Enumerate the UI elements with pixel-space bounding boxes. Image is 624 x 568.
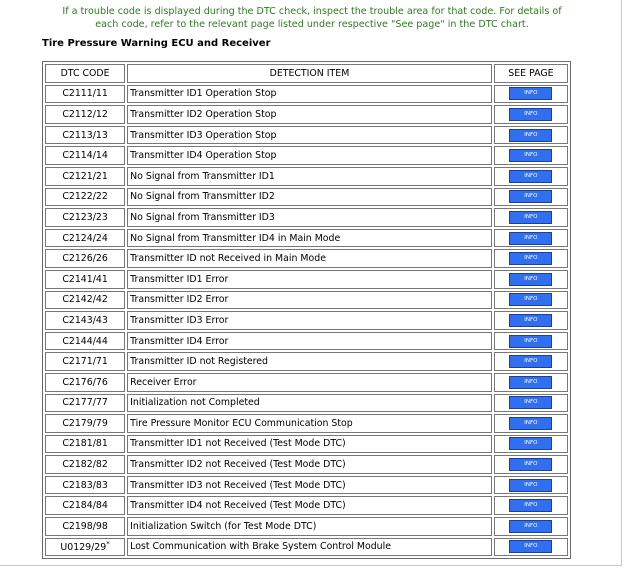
see-page-cell — [494, 496, 568, 515]
table-row — [45, 229, 568, 248]
detection-item-cell: Transmitter ID2 Operation Stop — [127, 105, 492, 124]
see-page-cell — [494, 126, 568, 145]
detection-item-cell: Transmitter ID1 Operation Stop — [127, 85, 492, 104]
table-row — [45, 496, 568, 515]
dtc-code: C2144/44 — [62, 335, 108, 347]
table-row — [45, 270, 568, 289]
header-dtc-code: DTC CODE — [45, 64, 125, 83]
info-button[interactable]: INFO — [509, 149, 552, 162]
dtc-code-cell — [45, 517, 125, 536]
see-page-cell — [494, 538, 568, 557]
see-page-cell — [494, 476, 568, 495]
info-button[interactable]: INFO — [509, 314, 552, 327]
table-row — [45, 208, 568, 227]
table-row — [45, 435, 568, 454]
see-page-cell — [494, 517, 568, 536]
info-button[interactable]: INFO — [509, 211, 552, 224]
see-page-cell — [494, 455, 568, 474]
intro-text: If a trouble code is displayed during the DTC check, inspect the trouble area for that code. For details of each code, refer to the relevant page listed under respective "See page" in the DTC chart. — [62, 6, 562, 30]
see-page-cell — [494, 188, 568, 207]
detection-item-cell: Initialization not Completed — [127, 394, 492, 413]
see-page-cell — [494, 167, 568, 186]
table-row — [45, 167, 568, 186]
info-button[interactable]: INFO — [509, 376, 552, 389]
see-page-cell — [494, 394, 568, 413]
info-button[interactable]: INFO — [509, 170, 552, 183]
detection-item-cell: Transmitter ID not Received in Main Mode — [127, 249, 492, 268]
dtc-code: C2142/42 — [62, 294, 108, 306]
dtc-code-cell — [45, 455, 125, 474]
detection-item-cell: No Signal from Transmitter ID2 — [127, 188, 492, 207]
see-page-cell — [494, 435, 568, 454]
dtc-code: C2171/71 — [62, 356, 108, 368]
detection-item-cell: No Signal from Transmitter ID1 — [127, 167, 492, 186]
see-page-cell — [494, 332, 568, 351]
dtc-code: C2184/84 — [62, 500, 108, 512]
dtc-code: C2121/21 — [62, 170, 108, 182]
info-button[interactable]: INFO — [509, 129, 552, 142]
dtc-table-body — [45, 85, 568, 557]
detection-item-cell: Transmitter ID4 Error — [127, 332, 492, 351]
detection-item-cell: Transmitter ID1 not Received (Test Mode DTC) — [127, 435, 492, 454]
info-button[interactable]: INFO — [509, 190, 552, 203]
detection-item-cell: Tire Pressure Monitor ECU Communication Stop — [127, 414, 492, 433]
see-page-cell — [494, 208, 568, 227]
dtc-code: C2183/83 — [62, 479, 108, 491]
info-button[interactable]: INFO — [509, 499, 552, 512]
info-button[interactable]: INFO — [509, 458, 552, 471]
dtc-code-cell — [45, 311, 125, 330]
dtc-code: U0129/29 — [60, 542, 107, 554]
table-row — [45, 538, 568, 557]
detection-item-cell: Lost Communication with Brake System Control Module — [127, 538, 492, 557]
detection-item-cell: No Signal from Transmitter ID4 in Main Mode — [127, 229, 492, 248]
dtc-code-footnote-mark: * — [106, 540, 110, 549]
info-button[interactable]: INFO — [509, 396, 552, 409]
table-row — [45, 126, 568, 145]
dtc-code-cell — [45, 126, 125, 145]
table-row — [45, 188, 568, 207]
detection-item-cell: Transmitter ID2 not Received (Test Mode DTC) — [127, 455, 492, 474]
info-button[interactable]: INFO — [509, 520, 552, 533]
dtc-code: C2122/22 — [62, 191, 108, 203]
see-page-cell — [494, 414, 568, 433]
dtc-table — [42, 61, 571, 559]
dtc-code: C2176/76 — [62, 376, 108, 388]
detection-item-cell: Transmitter ID3 Error — [127, 311, 492, 330]
info-button[interactable]: INFO — [509, 540, 552, 553]
table-row — [45, 394, 568, 413]
dtc-code-cell — [45, 146, 125, 165]
header-see-page: SEE PAGE — [494, 64, 568, 83]
info-button[interactable]: INFO — [509, 252, 552, 265]
table-row — [45, 249, 568, 268]
see-page-cell — [494, 291, 568, 310]
dtc-code-cell — [45, 249, 125, 268]
table-header-row — [45, 64, 568, 83]
info-button[interactable]: INFO — [509, 437, 552, 450]
dtc-code: C2198/98 — [62, 520, 108, 532]
dtc-code: C2181/81 — [62, 438, 108, 450]
detection-item-cell: Receiver Error — [127, 373, 492, 392]
dtc-code-cell — [45, 332, 125, 351]
dtc-code-cell — [45, 208, 125, 227]
detection-item-cell: Transmitter ID3 not Received (Test Mode DTC) — [127, 476, 492, 495]
table-row — [45, 455, 568, 474]
see-page-cell — [494, 229, 568, 248]
info-button[interactable]: INFO — [509, 293, 552, 306]
header-detection-item: DETECTION ITEM — [127, 64, 492, 83]
table-row — [45, 332, 568, 351]
dtc-code-cell — [45, 270, 125, 289]
detection-item-cell: Transmitter ID1 Error — [127, 270, 492, 289]
info-button[interactable]: INFO — [509, 355, 552, 368]
dtc-code: C2111/11 — [62, 88, 108, 100]
dtc-code-cell — [45, 291, 125, 310]
table-row — [45, 85, 568, 104]
dtc-code: C2177/77 — [62, 397, 108, 409]
info-button[interactable]: INFO — [509, 273, 552, 286]
dtc-code-cell — [45, 373, 125, 392]
detection-item-cell: Transmitter ID4 not Received (Test Mode DTC) — [127, 496, 492, 515]
see-page-cell — [494, 85, 568, 104]
see-page-cell — [494, 373, 568, 392]
dtc-code-cell — [45, 476, 125, 495]
detection-item-cell: Transmitter ID3 Operation Stop — [127, 126, 492, 145]
dtc-code: C2112/12 — [62, 108, 108, 120]
dtc-code: C2124/24 — [62, 232, 108, 244]
see-page-cell — [494, 270, 568, 289]
dtc-code: C2114/14 — [62, 150, 108, 162]
dtc-code-cell — [45, 435, 125, 454]
see-page-cell — [494, 105, 568, 124]
table-row — [45, 105, 568, 124]
dtc-code-cell — [45, 167, 125, 186]
detection-item-cell: Transmitter ID2 Error — [127, 291, 492, 310]
dtc-code: C2141/41 — [62, 273, 108, 285]
dtc-code: C2123/23 — [62, 211, 108, 223]
section-title: Tire Pressure Warning ECU and Receiver — [42, 38, 271, 49]
info-button[interactable]: INFO — [509, 417, 552, 430]
table-row — [45, 517, 568, 536]
info-button[interactable]: INFO — [509, 108, 552, 121]
table-row — [45, 414, 568, 433]
detection-item-cell: Transmitter ID not Registered — [127, 352, 492, 371]
dtc-code-cell — [45, 105, 125, 124]
dtc-code: C2179/79 — [62, 417, 108, 429]
table-row — [45, 352, 568, 371]
info-button[interactable]: INFO — [509, 335, 552, 348]
dtc-code-cell — [45, 394, 125, 413]
see-page-cell — [494, 146, 568, 165]
dtc-code-cell — [45, 352, 125, 371]
dtc-code-cell — [45, 496, 125, 515]
dtc-code-cell — [45, 538, 125, 557]
info-button[interactable]: INFO — [509, 87, 552, 100]
dtc-code: C2143/43 — [62, 314, 108, 326]
dtc-code: C2182/82 — [62, 459, 108, 471]
table-row — [45, 311, 568, 330]
detection-item-cell: Transmitter ID4 Operation Stop — [127, 146, 492, 165]
detection-item-cell: No Signal from Transmitter ID3 — [127, 208, 492, 227]
see-page-cell — [494, 311, 568, 330]
table-row — [45, 291, 568, 310]
see-page-cell — [494, 249, 568, 268]
table-row — [45, 146, 568, 165]
detection-item-cell: Initialization Switch (for Test Mode DTC) — [127, 517, 492, 536]
info-button[interactable]: INFO — [509, 232, 552, 245]
dtc-code-cell — [45, 414, 125, 433]
dtc-code-cell — [45, 85, 125, 104]
table-row — [45, 476, 568, 495]
dtc-code-cell — [45, 229, 125, 248]
table-row — [45, 373, 568, 392]
dtc-code-cell — [45, 188, 125, 207]
dtc-code: C2113/13 — [62, 129, 108, 141]
dtc-code: C2126/26 — [62, 253, 108, 265]
see-page-cell — [494, 352, 568, 371]
info-button[interactable]: INFO — [509, 479, 552, 492]
